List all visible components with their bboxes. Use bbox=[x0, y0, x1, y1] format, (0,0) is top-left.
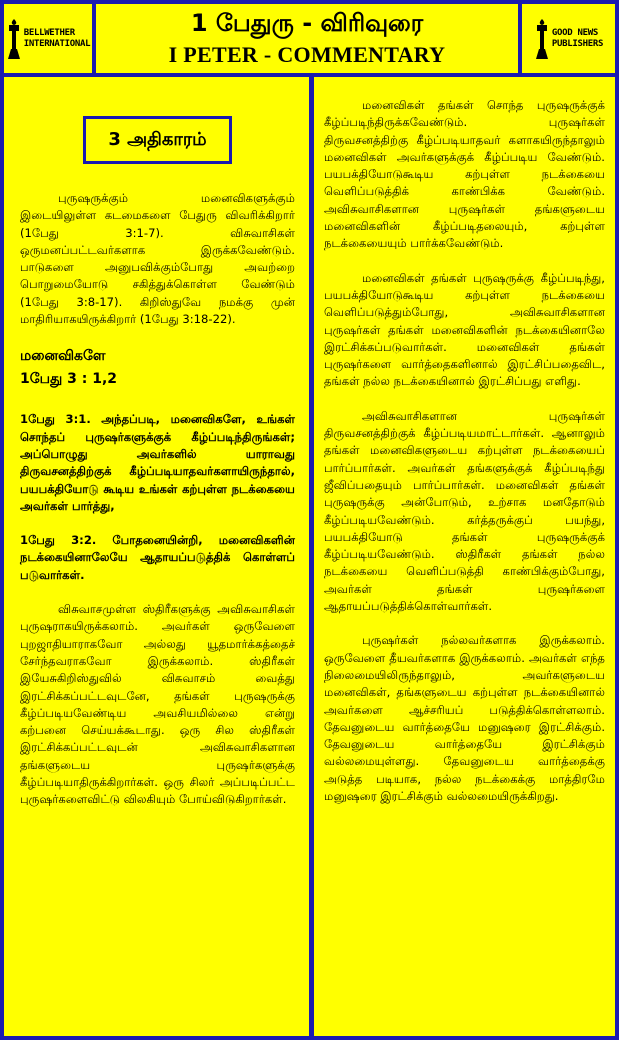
intro-paragraph: புருஷருக்கும் மனைவிகளுக்கும் இடையிலுள்ள கடமைகளை பேதுரு விவரிக்கிறார் (1பேது 3:1-7). விசுவாசிகள் ஒருமனப்பட்டவர்களாக இருக்கவேண்டும். பாடுகளை அனுபவிக்கும்போது அவற்றை பொறுமையோடு சகித்துக்கொள்ள வேண்டும் (1பேது 3:8-17). கிறிஸ்துவே நமக்கு முன் மாதிரியாகயிருக்கிறார் (1பேது 3:18-22). bbox=[20, 191, 295, 327]
title-english: I PETER - COMMENTARY bbox=[168, 42, 446, 67]
lamp-icon bbox=[6, 19, 22, 59]
commentary-paragraph: மனைவிகள் தங்கள் சொந்த புருஷருக்குக் கீழ்ப்படிந்திருக்கவேண்டும். புருஷர்கள் திருவசனத்திற்கு கீழ்ப்படியாதவர் களாகயிருந்தாலும் மனைவிகள் அவர்களுக்குக் கீழ்ப்படிய வேண்டும். பயபக்தியோடுகூடிய கற்புள்ள நடக்கையை வெளிப்படுத்திக் காண்பிக்க வேண்டும். அவிசுவாசிகளான புருஷர்கள் தங்களுடைய மனைவிகளின் கீழ்ப்படிதலையும், கற்புள்ள நடக்கையையும் பார்க்கவேண்டும். bbox=[324, 98, 605, 251]
commentary-paragraph: மனைவிகள் தங்கள் புருஷருக்கு கீழ்ப்படிந்து, பயபக்தியோடுகூடிய கற்புள்ள நடக்கையை வெளிப்படுத்தும்போது, அவிசுவாசிகளான புருஷர்கள் தங்கள் மனைவிகளின் நடக்கையினாலே இரட்சிக்கப்படுவார்கள். மனைவிகள் தங்கள் புருஷர்களை வார்த்தைகளினால் இரட்சிப்பதைவிட, தங்கள் நல்ல நடக்கையினால் இரட்சிப்பது எளிது. bbox=[324, 270, 605, 389]
chapter-heading: 3 அதிகாரம் bbox=[83, 116, 232, 164]
header bbox=[4, 4, 615, 77]
section-reference: 1பேது 3 : 1,2 bbox=[20, 371, 118, 388]
left-column bbox=[4, 77, 309, 1040]
logo-right-line1: GOOD NEWS bbox=[551, 27, 598, 38]
commentary-paragraph: விசுவாசமுள்ள ஸ்திரீகளுக்கு அவிசுவாசிகள் புருஷராகயிருக்கலாம். அவர்கள் ஒருவேளை புறஜாதியாராகவோ அல்லது யூதமார்க்கத்தைச் சேர்ந்தவராகவோ இருக்கலாம். ஸ்திரீகள் இயேசுகிறிஸ்துவில் விசுவாசம் வைத்து இரட்சிக்கப்பட்டவுடனே, தங்கள் புருஷருக்கு கீழ்ப்படியவேண்டிய அவசியமில்லை என்று கற்பனை செய்யக்கூடாது. ஒரு சில ஸ்திரீகள் இரட்சிக்கப்பட்டவுடன் அவிசுவாசிகளான தங்களுடைய புருஷர்களுக்கு கீழ்ப்படியாதிருக்கிறார்கள். ஒரு சிலர் அப்படிப்பட்ட புருஷர்களைவிட்டு விலகியும் போய்விடுகிறார்கள். bbox=[20, 602, 295, 807]
commentary-paragraph: புருஷர்கள் நல்லவர்களாக இருக்கலாம். ஒருவேளை தீயவர்களாக இருக்கலாம். அவர்கள் எந்த நிலைமையிலிருந்தாலும், அவர்களுடைய மனைவிகள், தங்களுடைய கற்புள்ள நடக்கையினால் அவர்களை ஆச்சரியப் படுத்திக்கொள்ளலாம். தேவனுடைய வார்த்தையே மனுஷரை இரட்சிக்கும். தேவனுடைய வார்த்தையே இரட்சிக்கும் வல்லமையுள்ளது. தேவனுடைய வார்த்தைக்கு அடுத்த படியாக, நல்ல நடக்கைக்கு மாத்திரமே மனுஷரை இரட்சிக்கும் வல்லமையிருக்கிறது. bbox=[324, 633, 605, 803]
lamp-icon bbox=[534, 19, 550, 59]
section-title: மனைவிகளே bbox=[20, 348, 106, 365]
right-column bbox=[314, 77, 615, 1040]
verse-3-2: 1பேது 3:2. போதனையின்றி, மனைவிகளின் நடக்கையினாலேயே ஆதாயப்படுத்திக் கொள்ளப் படுவார்கள். bbox=[20, 533, 295, 582]
logo-left-line2: INTERNATIONAL bbox=[23, 38, 91, 49]
title-tamil: 1 பேதுரு - விரிவுரை bbox=[190, 9, 424, 37]
good-news-logo bbox=[518, 4, 615, 73]
bellwether-logo bbox=[4, 4, 96, 73]
section-heading bbox=[20, 345, 295, 391]
logo-right-line2: PUBLISHERS bbox=[551, 38, 604, 49]
verse-3-1: 1பேது 3:1. அந்தப்படி, மனைவிகளே, உங்கள் சொந்தப் புருஷர்களுக்குக் கீழ்ப்படிந்திருங்கள்; அப்பொழுது அவர்களில் யாராவது திருவசனத்திற்குக் கீழ்ப்படியாதவர்களாயிருந்தால், பயபக்தியோடு கூடிய உங்கள் கற்புள்ள நடக்கையை அவர்கள் பார்த்து, bbox=[20, 412, 295, 513]
logo-left-line1: BELLWETHER bbox=[23, 27, 75, 38]
title-box bbox=[96, 4, 518, 73]
commentary-paragraph: அவிசுவாசிகளான புருஷர்கள் திருவசனத்திற்குக் கீழ்ப்படியமாட்டார்கள். ஆனாலும் தங்கள் மனைவிகளுடைய கற்புள்ள நடக்கையைப் பார்ப்பார்கள். அவர்கள் தங்களுக்குக் கீழ்ப்படிந்து ஜீவிப்பதையும் பார்ப்பார்கள். மனைவிகள் தங்கள் புருஷருக்கு அன்போடும், உற்சாக மனதோடும் கீழ்ப்படியவேண்டும். கர்த்தருக்குப் பயந்து, பயபக்தியோடு தங்கள் புருஷருக்குக் கீழ்ப்படியவேண்டும். ஸ்திரீகள் தங்கள் நல்ல நடக்கையை வெளிப்படுத்தி காண்பிக்கும்போது, அவர்கள் தங்கள் புருஷர்களை ஆதாயப்படுத்திக்கொள்வார்கள். bbox=[324, 408, 605, 614]
